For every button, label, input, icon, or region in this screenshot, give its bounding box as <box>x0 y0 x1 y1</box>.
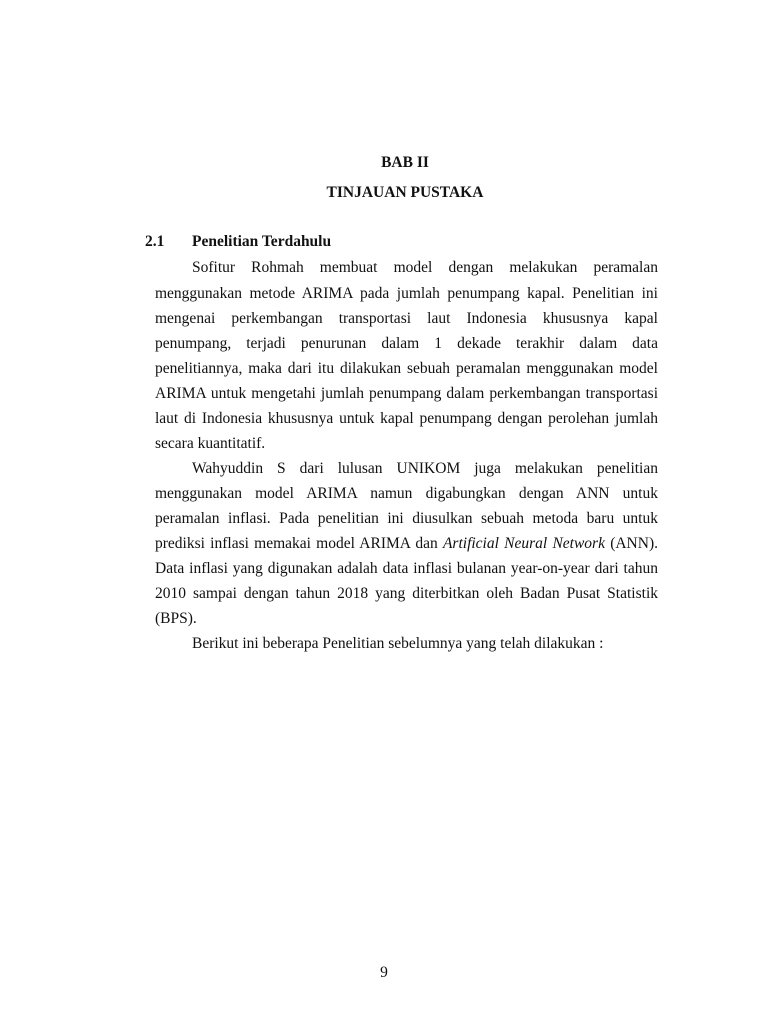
chapter-title: TINJAUAN PUSTAKA <box>326 184 484 201</box>
paragraph-line <box>155 534 658 554</box>
paragraph-line: penelitiannya, maka dari itu dilakukan sebuah peramalan menggunakan model <box>155 360 658 377</box>
paragraph-line: menggunakan model ARIMA namun digabungkan dengan ANN untuk <box>155 485 658 502</box>
section-title: Penelitian Terdahulu <box>192 233 332 250</box>
paragraph-line: mengenai perkembangan transportasi laut Indonesia khususnya kapal <box>155 310 658 327</box>
paragraph-line: ARIMA untuk mengetahi jumlah penumpang dalam perkembangan transportasi <box>155 385 658 402</box>
paragraph-line: laut di Indonesia khususnya untuk kapal penumpang dengan perolehan jumlah <box>155 410 658 427</box>
paragraph-line: 2010 sampai dengan tahun 2018 yang diterbitkan oleh Badan Pusat Statistik <box>155 585 658 602</box>
paragraph-line: Sofitur Rohmah membuat model dengan melakukan peramalan <box>192 259 658 276</box>
paragraph-line: penumpang, terjadi penurunan dalam 1 dekade terakhir dalam data <box>155 335 658 352</box>
paragraph-line: secara kuantitatif. <box>155 435 266 452</box>
paragraph-line: Data inflasi yang digunakan adalah data inflasi bulanan year-on-year dari tahun <box>155 560 658 577</box>
paragraph-line: (BPS). <box>155 610 197 627</box>
line-text: (ANN). <box>604 535 658 552</box>
paragraph-line: Wahyuddin S dari lulusan UNIKOM juga melakukan penelitian <box>192 460 658 477</box>
paragraph-line: peramalan inflasi. Pada penelitian ini diusulkan sebuah metoda baru untuk <box>155 510 658 527</box>
page-number: 9 <box>380 964 388 981</box>
chapter-heading: BAB II <box>381 154 429 171</box>
italic-term: Artificial Neural Network <box>442 535 605 552</box>
section-number: 2.1 <box>145 233 165 250</box>
line-text: prediksi inflasi memakai model ARIMA dan <box>155 535 443 552</box>
paragraph-line: menggunakan metode ARIMA pada jumlah penumpang kapal. Penelitian ini <box>155 285 658 302</box>
paragraph-line: Berikut ini beberapa Penelitian sebelumnya yang telah dilakukan : <box>192 635 604 652</box>
